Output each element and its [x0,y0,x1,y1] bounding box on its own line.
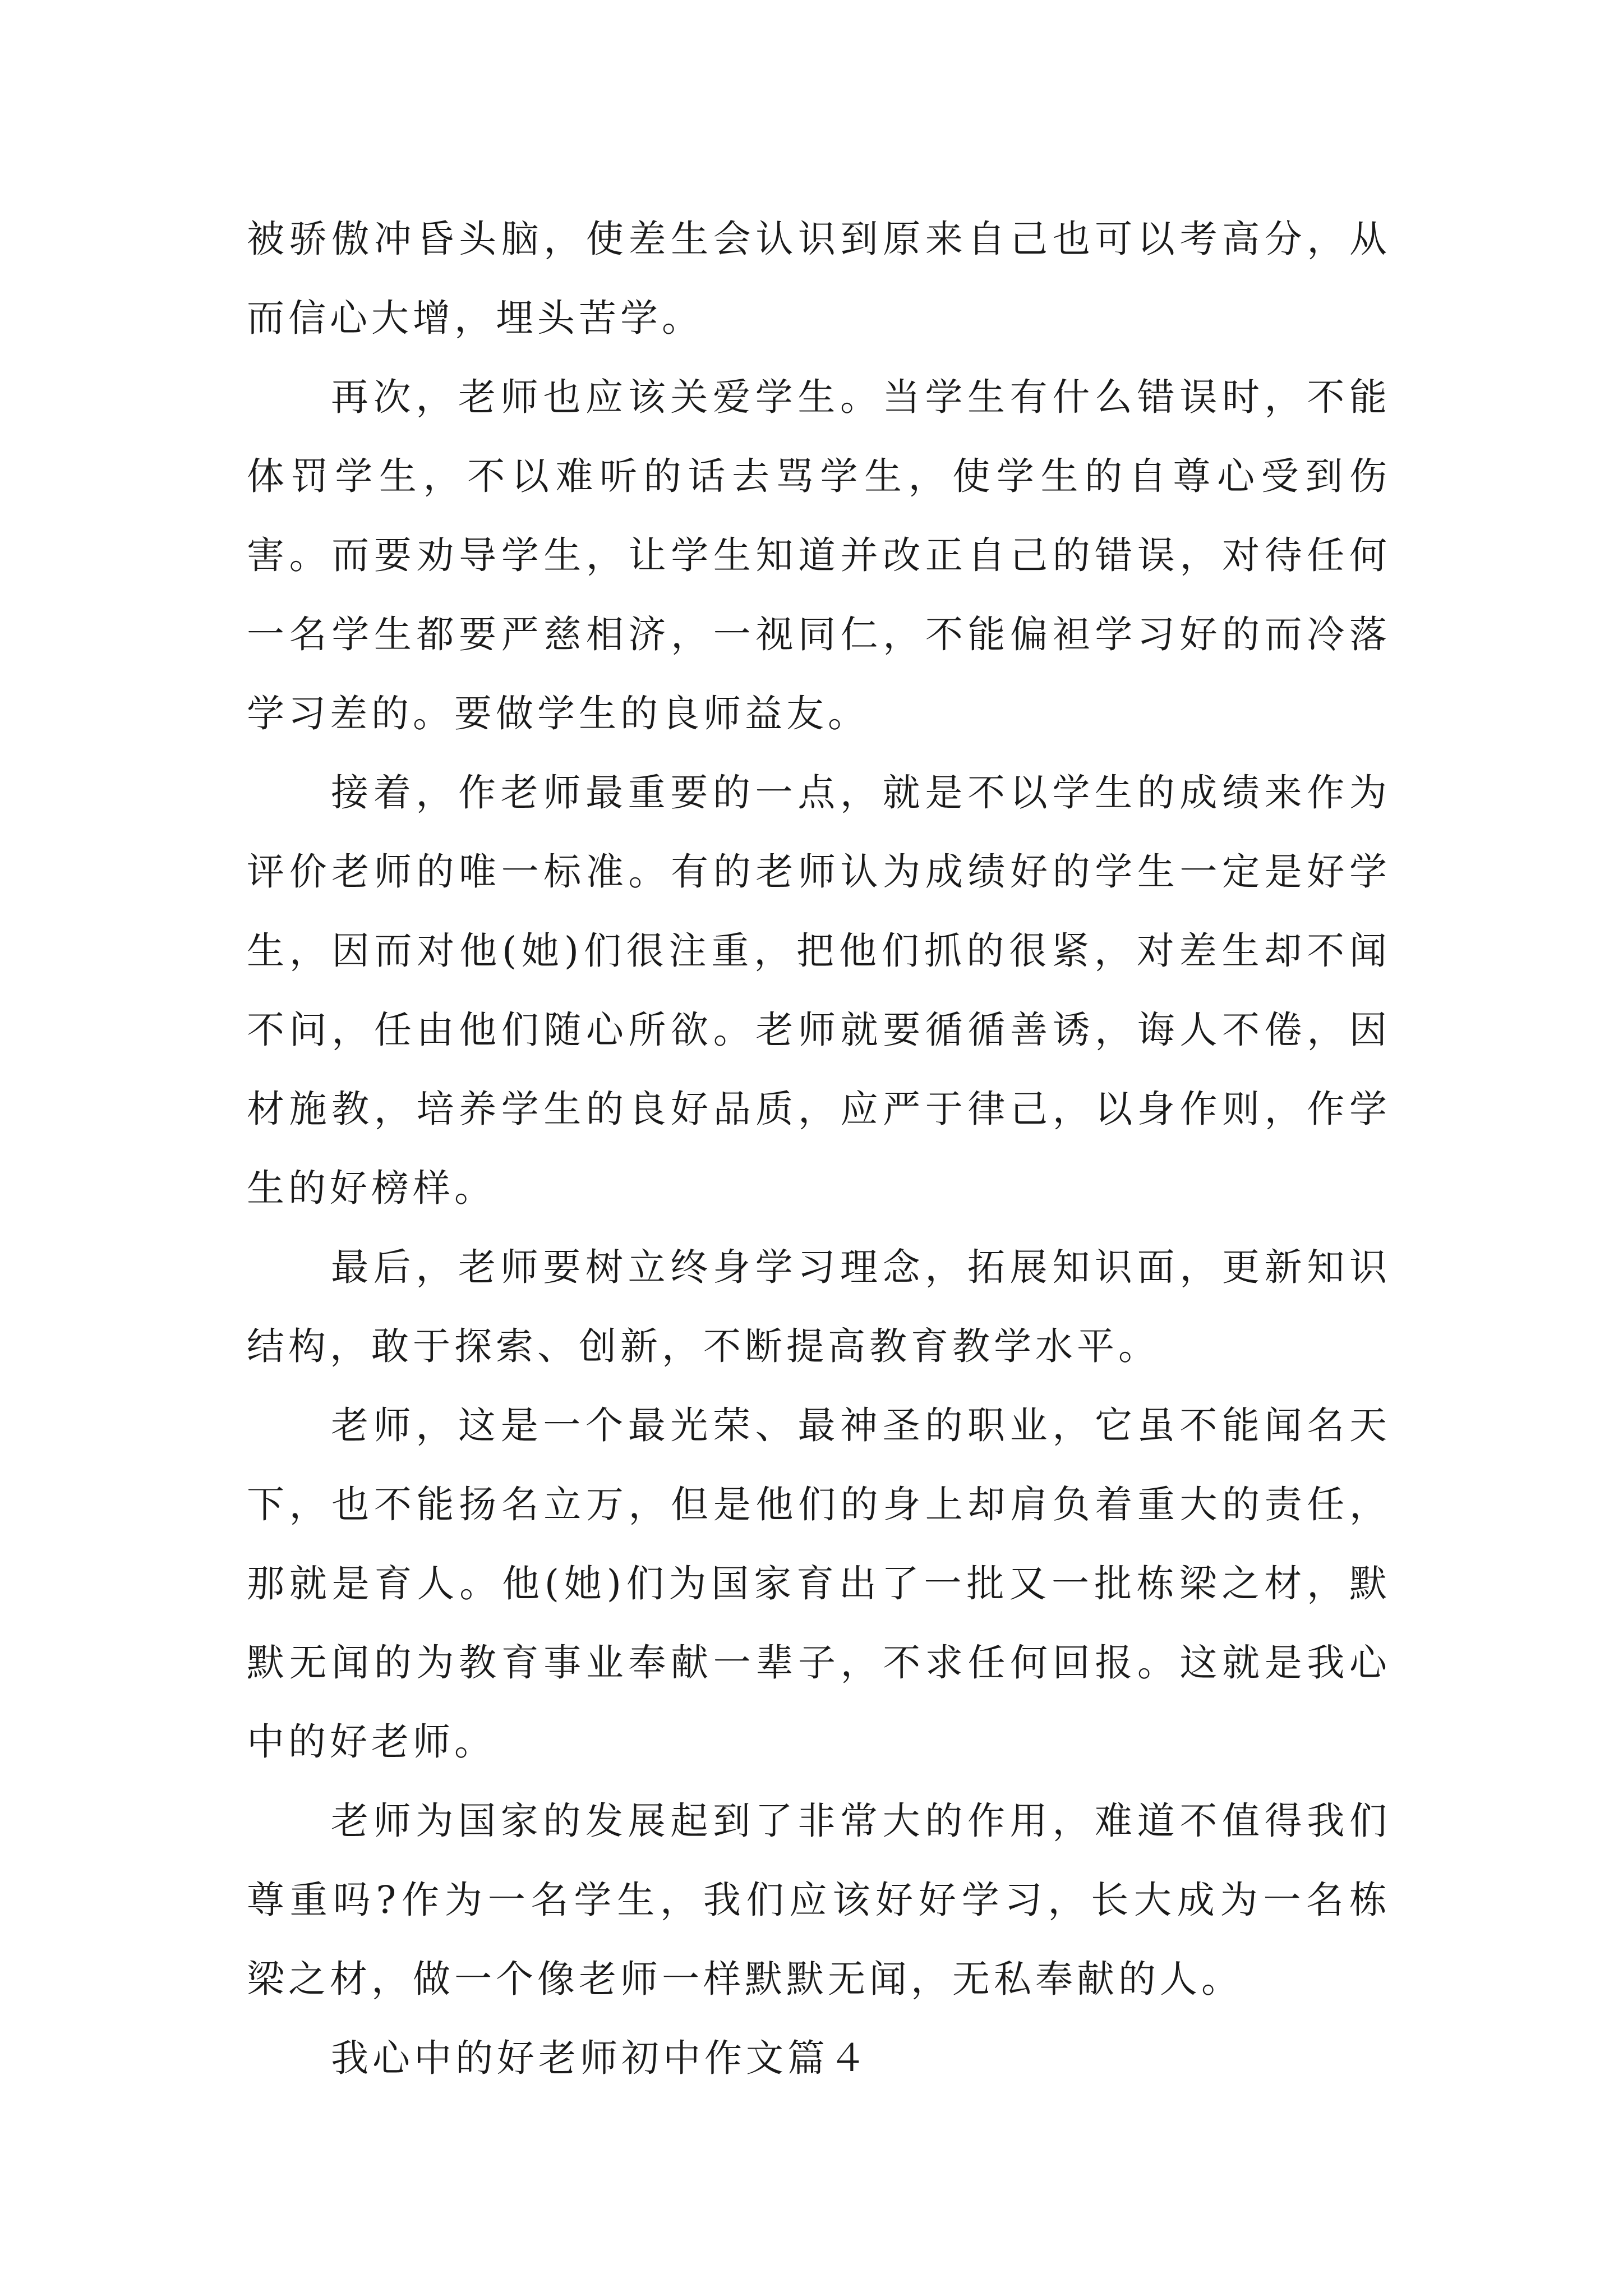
paragraph-continuation: 被骄傲冲昏头脑，使差生会认识到原来自己也可以考高分，从而信心大增，埋头苦学。 [247,217,1391,340]
paragraph-noble-profession: 老师，这是一个最光荣、最神圣的职业，它虽不能闻名天下，也不能扬名立万，但是他们的身上却肩负着重大的责任，那就是育人。他(她)们为国家育出了一批又一批栋梁之材，默默无闻的为教育事业奉献一辈子，不求任何回报。这就是我心中的好老师。 [247,1404,1391,1764]
document-body [247,200,1391,2098]
paragraph-respect-teachers: 老师为国家的发展起到了非常大的作用，难道不值得我们尊重吗?作为一名学生，我们应该好好学习，长大成为一名栋梁之材，做一个像老师一样默默无闻，无私奉献的人。 [247,1799,1391,2001]
paragraph-care-for-students: 再次，老师也应该关爱学生。当学生有什么错误时，不能体罚学生，不以难听的话去骂学生，使学生的自尊心受到伤害。而要劝导学生，让学生知道并改正自己的错误，对待任何一名学生都要严慈相济，一视同仁，不能偏袒学习好的而冷落学习差的。要做学生的良师益友。 [247,375,1391,735]
essay-section-heading: 我心中的好老师初中作文篇４ [331,2036,870,2080]
paragraph-grades-not-standard: 接着，作老师最重要的一点，就是不以学生的成绩来作为评价老师的唯一标准。有的老师认为成绩好的学生一定是好学生，因而对他(她)们很注重，把他们抓的很紧，对差生却不闻不问，任由他们随心所欲。老师就要循循善诱，诲人不倦，因材施教，培养学生的良好品质，应严于律己，以身作则，作学生的好榜样。 [247,771,1391,1210]
paragraph-lifelong-learning: 最后，老师要树立终身学习理念，拓展知识面，更新知识结构，敢于探索、创新，不断提高教育教学水平。 [247,1245,1391,1368]
